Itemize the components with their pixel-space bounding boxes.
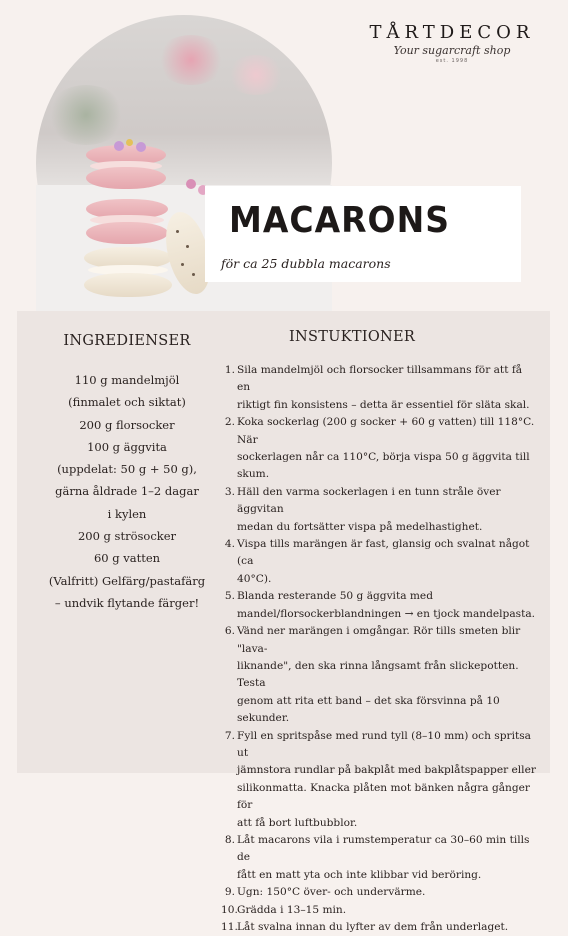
ingredients-heading: INGREDIENSER <box>63 333 191 349</box>
instructions-heading: INSTUKTIONER <box>289 329 416 345</box>
instruction-step <box>224 832 537 884</box>
step-text-line: Koka sockerlag (200 g socker + 60 g vatten) till 118°C. När <box>237 416 535 446</box>
speck <box>176 230 179 233</box>
step-number: 6. <box>224 625 235 638</box>
instruction-step <box>224 728 537 832</box>
step-text-line: Ugn: 150°C över- och undervärme. <box>237 886 426 899</box>
ingredients-list <box>37 369 217 614</box>
step-text-line: Vänd ner marängen i omgångar. Rör tills smeten blir "lava- <box>237 625 521 655</box>
ingredient-line: 200 g florsocker <box>79 417 175 432</box>
instruction-step <box>224 623 537 727</box>
step-text-line: fått en matt yta och inte klibbar vid beröring. <box>237 868 482 881</box>
step-text-line: silikonmatta. Knacka plåten mot bänken några gånger för <box>237 781 530 812</box>
macaron-shell <box>84 273 172 297</box>
step-text-line: jämnstora rundlar på bakplåt med bakplåtspapper eller <box>237 764 536 777</box>
ingredient-line: 60 g vatten <box>93 551 161 566</box>
recipe-panel <box>17 311 550 933</box>
step-number: 11. <box>221 921 238 933</box>
title-card <box>205 186 521 282</box>
instruction-step <box>224 484 537 536</box>
instruction-step <box>224 536 537 588</box>
step-number: 10. <box>221 903 238 916</box>
step-text-line: liknande", den ska rinna långsamt från slickepotten. Testa <box>237 659 519 690</box>
step-text-line: Grädda i 13–15 min. <box>237 903 347 916</box>
instruction-step <box>221 919 537 936</box>
step-text-line: Låt macarons vila i rumstemperatur ca 30–60 min tills de <box>237 833 530 864</box>
flower-decoration <box>186 179 196 189</box>
step-number: 1. <box>224 364 235 376</box>
macaron-shell <box>86 222 168 244</box>
ingredient-line: – undvik flytande färger! <box>54 595 200 610</box>
step-number: 4. <box>224 538 235 551</box>
brand-name: TÅRTDECOR <box>369 22 535 43</box>
step-text-line: Häll den varma sockerlagen i en tunn stråle över äggvitan <box>237 485 501 516</box>
step-text-line: Låt svalna innan du lyfter av dem från underlaget. <box>237 921 509 933</box>
ingredient-line: 100 g äggvita <box>87 439 167 454</box>
flower-decoration <box>136 142 146 152</box>
step-number: 2. <box>224 416 235 429</box>
instructions-list <box>221 362 537 936</box>
ingredient-line: (Valfritt) Gelfärg/pastafärg <box>48 573 206 588</box>
instruction-step <box>224 414 537 484</box>
background-blur <box>46 85 126 145</box>
recipe-title: MACARONS <box>229 198 450 241</box>
ingredient-line: (uppdelat: 50 g + 50 g), <box>57 462 197 477</box>
step-text-line: Blanda resterande 50 g äggvita med <box>237 590 433 603</box>
recipe-subtitle: för ca 25 dubbla macarons <box>221 256 391 271</box>
speck <box>192 273 195 276</box>
ingredient-line: 110 g mandelmjöl <box>74 373 180 387</box>
ingredient-line: i kylen <box>107 506 147 521</box>
step-text-line: Fyll en spritspåse med rund tyll (8–10 mm) och spritsa ut <box>237 729 531 759</box>
ingredient-line: gärna åldrade 1–2 dagar <box>55 484 199 499</box>
step-number: 5. <box>224 590 235 603</box>
step-text-line: medan du fortsätter vispa på medelhastighet. <box>237 520 483 533</box>
ingredient-line: 200 g strösocker <box>77 529 177 544</box>
background-blur <box>156 35 226 85</box>
speck <box>181 263 184 266</box>
instruction-step <box>224 362 537 414</box>
step-number: 9. <box>224 886 235 899</box>
step-text-line: Vispa tills marängen är fast, glansig och svalnat något (ca <box>237 538 530 568</box>
instruction-step <box>224 588 537 623</box>
step-text-line: Sila mandelmjöl och florsocker tillsammans för att få en <box>237 364 523 394</box>
background-blur <box>226 55 286 95</box>
macaron-shell <box>86 167 166 189</box>
step-text-line: mandel/florsockerblandningen → en tjock mandelpasta. <box>237 607 536 620</box>
instruction-step <box>221 902 537 919</box>
ingredient-line: (finmalet och siktat) <box>68 395 186 410</box>
brand-established: est. 1998 <box>435 58 469 64</box>
step-number: 7. <box>224 729 235 742</box>
instruction-step <box>224 884 537 901</box>
step-text-line: sockerlagen når ca 110°C, börja vispa 50 g äggvita till skum. <box>237 451 530 481</box>
flower-decoration <box>126 139 133 146</box>
step-text-line: 40°C). <box>237 572 272 585</box>
brand-tagline: Your sugarcraft shop <box>393 44 511 57</box>
flower-decoration <box>114 141 124 151</box>
step-text-line: att få bort luftbubblor. <box>237 816 358 829</box>
step-number: 8. <box>224 833 235 846</box>
step-text-line: genom att rita ett band – det ska försvinna på 10 sekunder. <box>237 694 500 725</box>
step-number: 3. <box>224 485 235 498</box>
speck <box>186 245 189 248</box>
brand-logo <box>352 22 552 64</box>
step-text-line: riktigt fin konsistens – detta är essentiel för släta skal. <box>237 398 530 411</box>
